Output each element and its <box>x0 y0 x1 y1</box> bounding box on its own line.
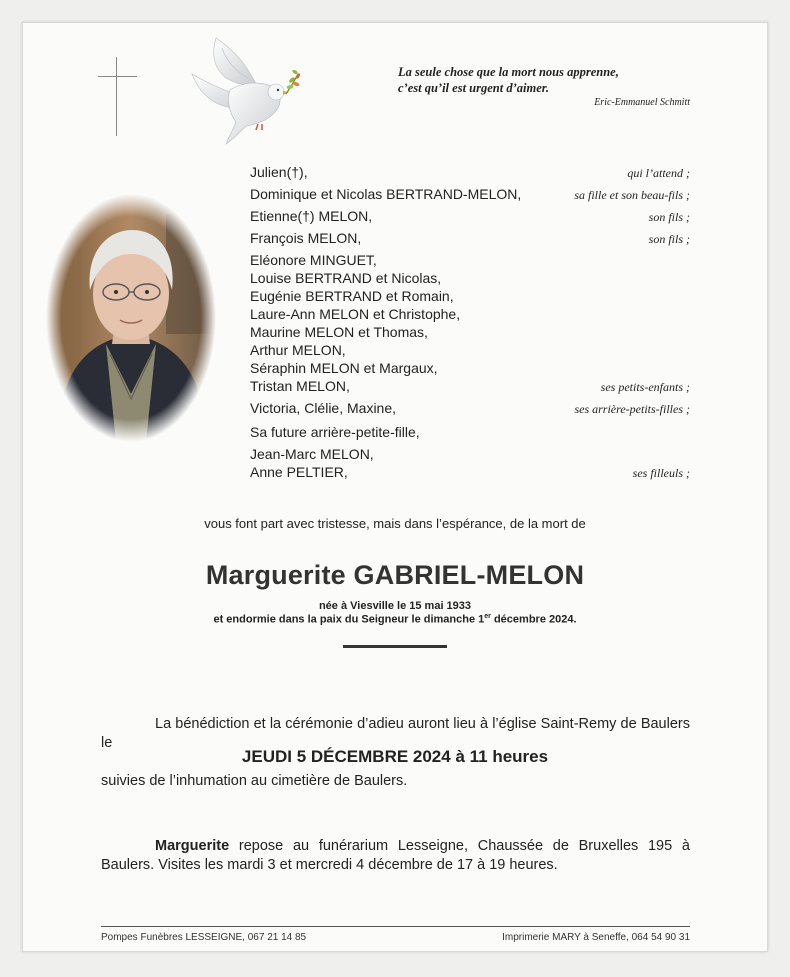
quote-author: Eric-Emmanuel Schmitt <box>594 97 690 108</box>
burial-text: suivies de l’inhumation au cimetière de Baulers. <box>101 773 408 789</box>
family-member-name: Tristan MELON, <box>250 378 350 394</box>
footer-rule <box>101 926 690 927</box>
divider-rule <box>343 645 447 648</box>
family-member-name: Jean-Marc MELON, <box>250 446 374 462</box>
family-member-name: François MELON, <box>250 230 362 246</box>
family-member-name: Maurine MELON et Thomas, <box>250 324 428 340</box>
family-member-name: Victoria, Clélie, Maxine, <box>250 400 397 416</box>
family-member-name: Eugénie BERTRAND et Romain, <box>250 288 454 304</box>
family-relation: qui l’attend ; <box>627 166 690 180</box>
portrait-photo <box>46 194 216 442</box>
family-member-name: Anne PELTIER, <box>250 464 348 480</box>
family-member-name: Louise BERTRAND et Nicolas, <box>250 270 442 286</box>
family-relation: ses petits-enfants ; <box>600 380 690 394</box>
birth-info: née à Viesville le 15 mai 1933 <box>318 600 472 612</box>
obituary-card <box>22 22 768 952</box>
quote-line-1: La seule chose que la mort nous apprenne, <box>398 65 619 79</box>
cross-icon-bar <box>98 76 137 77</box>
visitation-sentence: repose au funérarium Lesseigne, Chaussée de Bruxelles 195 à Baulers. Visites les mardi 3 et mercredi 4 décembre de 17 à 19 heures. <box>101 838 690 873</box>
visitation-name: Marguerite <box>155 838 230 854</box>
family-relation: son fils ; <box>648 232 690 246</box>
family-member-name: Dominique et Nicolas BERTRAND-MELON, <box>250 186 522 202</box>
quote <box>398 64 619 96</box>
death-info <box>0 613 790 626</box>
family-member-name: Laure-Ann MELON et Christophe, <box>250 306 461 322</box>
family-relation: ses arrière-petits-filles ; <box>574 402 690 416</box>
cross-icon <box>116 57 117 136</box>
family-member-name: Séraphin MELON et Margaux, <box>250 360 438 376</box>
death-info-prefix: et endormie dans la paix du Seigneur le dimanche 1 <box>213 613 485 626</box>
death-info-suffix: décembre 2024. <box>490 613 577 626</box>
ceremony-sentence: La bénédiction et la cérémonie d’adieu auront lieu à l’église Saint-Remy de Baulers le <box>101 716 690 751</box>
quote-line-2: c’est qu’il est urgent d’aimer. <box>398 81 550 95</box>
family-relation: son fils ; <box>648 210 690 224</box>
family-relation: sa fille et son beau-fils ; <box>574 188 690 202</box>
ceremony-date: JEUDI 5 DÉCEMBRE 2024 à 11 heures <box>241 747 549 766</box>
deceased-name: Marguerite GABRIEL-MELON <box>205 560 585 590</box>
footer-funeral-home: Pompes Funèbres LESSEIGNE, 067 21 14 85 <box>101 932 307 943</box>
family-relation: ses filleuls ; <box>632 466 690 480</box>
family-member-name: Eléonore MINGUET, <box>250 252 377 268</box>
family-member-name: Sa future arrière-petite-fille, <box>250 424 420 440</box>
family-member-name: Arthur MELON, <box>250 342 346 358</box>
death-info-sup: er <box>484 613 491 620</box>
family-member-name: Etienne(†) MELON, <box>250 208 373 224</box>
family-member-name: Julien(†), <box>250 164 308 180</box>
footer-printer: Imprimerie MARY à Seneffe, 064 54 90 31 <box>502 932 690 943</box>
announcement-intro: vous font part avec tristesse, mais dans l’espérance, de la mort de <box>204 516 586 531</box>
dove-icon <box>186 34 304 146</box>
visitation-text <box>101 837 690 875</box>
